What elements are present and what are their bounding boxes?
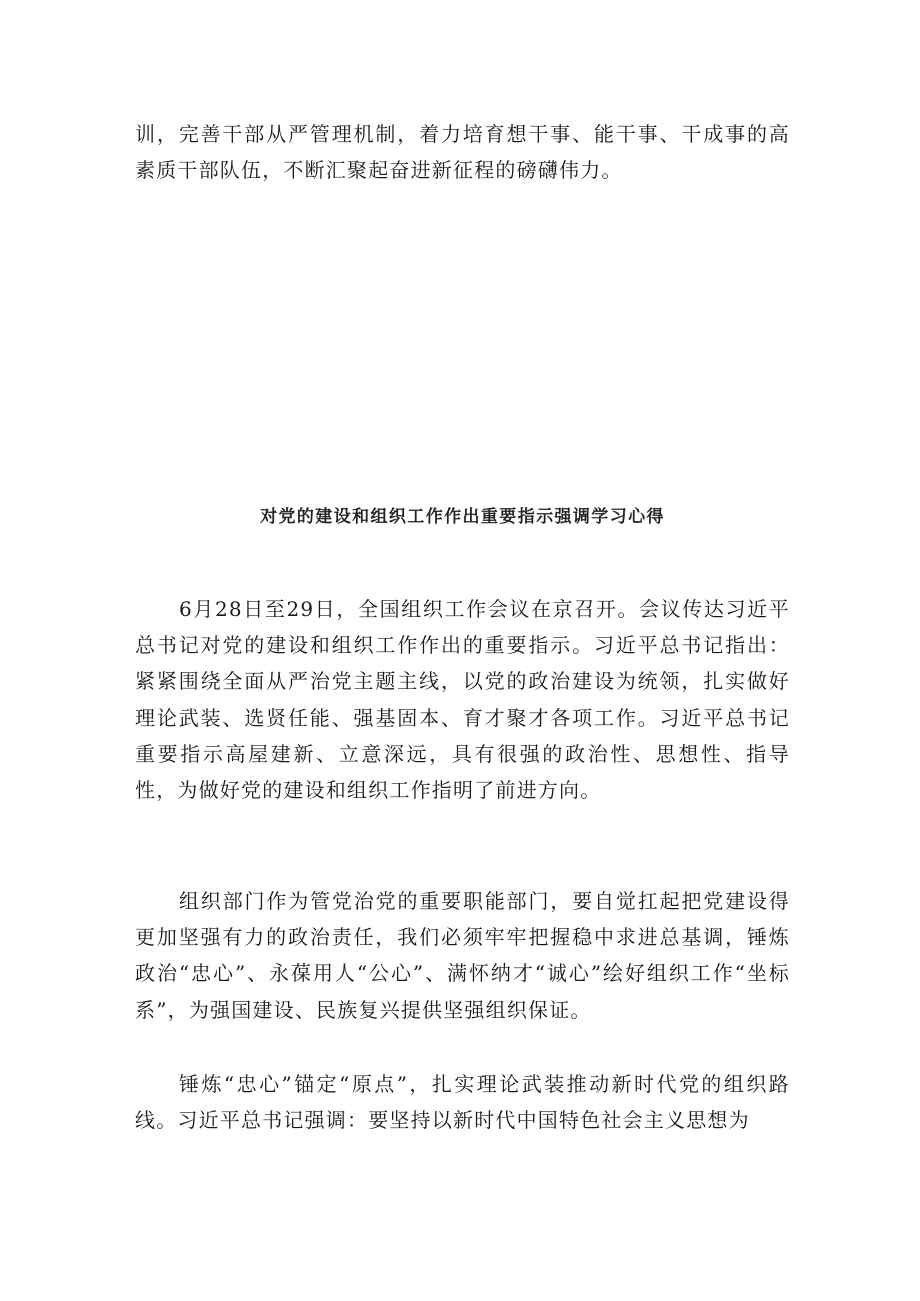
body-paragraph-1: 6月28日至29日，全国组织工作会议在京召开。会议传达习近平总书记对党的建设和组织工作作出的重要指示。习近平总书记指出：紧紧围绕全面从严治党主题主线，以党的政治建设为统领，扎实做好理论武装、选贤任能、强基固本、育才聚才各项工作。习近平总书记重要指示高屋建新、立意深远，具有很强的政治性、思想性、指导性，为做好党的建设和组织工作指明了前进方向。 [135,597,790,803]
body-paragraph-3: 锤炼“忠心”锚定“原点”，扎实理论武装推动新时代党的组织路线。习近平总书记强调：要坚持以新时代中国特色社会主义思想为 [135,1072,790,1133]
intro-paragraph: 训，完善干部从严管理机制，着力培育想干事、能干事、干成事的高素质干部队伍，不断汇聚起奋进新征程的磅礴伟力。 [135,122,790,183]
document-title: 对党的建设和组织工作作出重要指示强调学习心得 [260,507,665,527]
body-paragraph-2: 组织部门作为管党治党的重要职能部门，要自觉扛起把党建设得更加坚强有力的政治责任，我们必须牢牢把握稳中求进总基调，锤炼政治“忠心”、永葆用人“公心”、满怀纳才“诚心”绘好组织工作“坐标系”，为强国建设、民族复兴提供坚强组织保证。 [135,889,790,1022]
